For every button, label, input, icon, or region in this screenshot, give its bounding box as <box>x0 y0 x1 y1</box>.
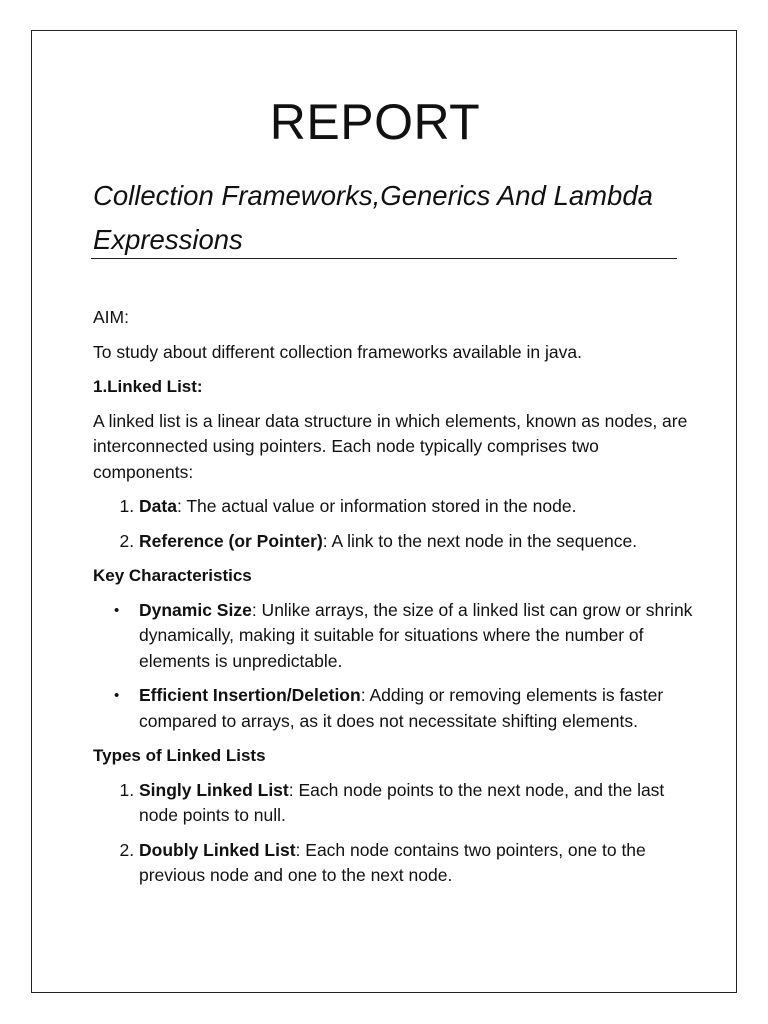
report-subtitle: Collection Frameworks,Generics And Lambda Expressions <box>93 180 653 255</box>
item-term: Efficient Insertion/Deletion <box>139 685 361 705</box>
components-list <box>93 494 693 554</box>
list-item <box>139 838 693 889</box>
item-desc: : Each node points to the next node, and the last node points to null. <box>139 779 665 825</box>
item-term: Doubly Linked List <box>139 839 296 860</box>
list-item <box>139 494 693 520</box>
item-term: Singly Linked List <box>139 779 289 800</box>
section-heading-linked-list: 1.Linked List: <box>93 377 203 396</box>
characteristics-list <box>93 598 693 735</box>
bullet-icon: • <box>114 601 120 619</box>
types-list <box>93 778 693 889</box>
item-desc: : The actual value or information stored in the node. <box>176 496 577 516</box>
item-term: Data <box>139 496 177 516</box>
list-item <box>139 529 693 555</box>
item-desc: : Unlike arrays, the size of a linked list can grow or shrink dynamically, making it suitable for situations where the number of elements is unpredictable. <box>139 599 693 671</box>
report-body <box>93 305 693 898</box>
title-divider <box>91 258 677 259</box>
section-heading-types: Types of Linked Lists <box>93 746 266 765</box>
list-item <box>114 683 693 734</box>
list-item <box>139 778 693 829</box>
report-title: REPORT <box>269 94 481 150</box>
item-desc: : Adding or removing elements is faster compared to arrays, as it does not necessitate shifting elements. <box>139 685 664 731</box>
list-item <box>114 598 693 675</box>
item-desc: : Each node contains two pointers, one to the previous node and one to the next node. <box>139 839 646 885</box>
bullet-icon: • <box>114 687 120 704</box>
item-desc: : A link to the next node in the sequence. <box>322 530 638 551</box>
linked-list-intro: A linked list is a linear data structure in which elements, known as nodes, are interconnected using pointers. Each node typically comprises two components: <box>93 410 688 482</box>
aim-text: To study about different collection frameworks available in java. <box>93 341 582 362</box>
section-heading-key-characteristics: Key Characteristics <box>93 566 252 585</box>
aim-label: AIM: <box>93 307 129 327</box>
item-term: Dynamic Size <box>139 599 252 620</box>
item-term: Reference (or Pointer) <box>139 530 323 551</box>
